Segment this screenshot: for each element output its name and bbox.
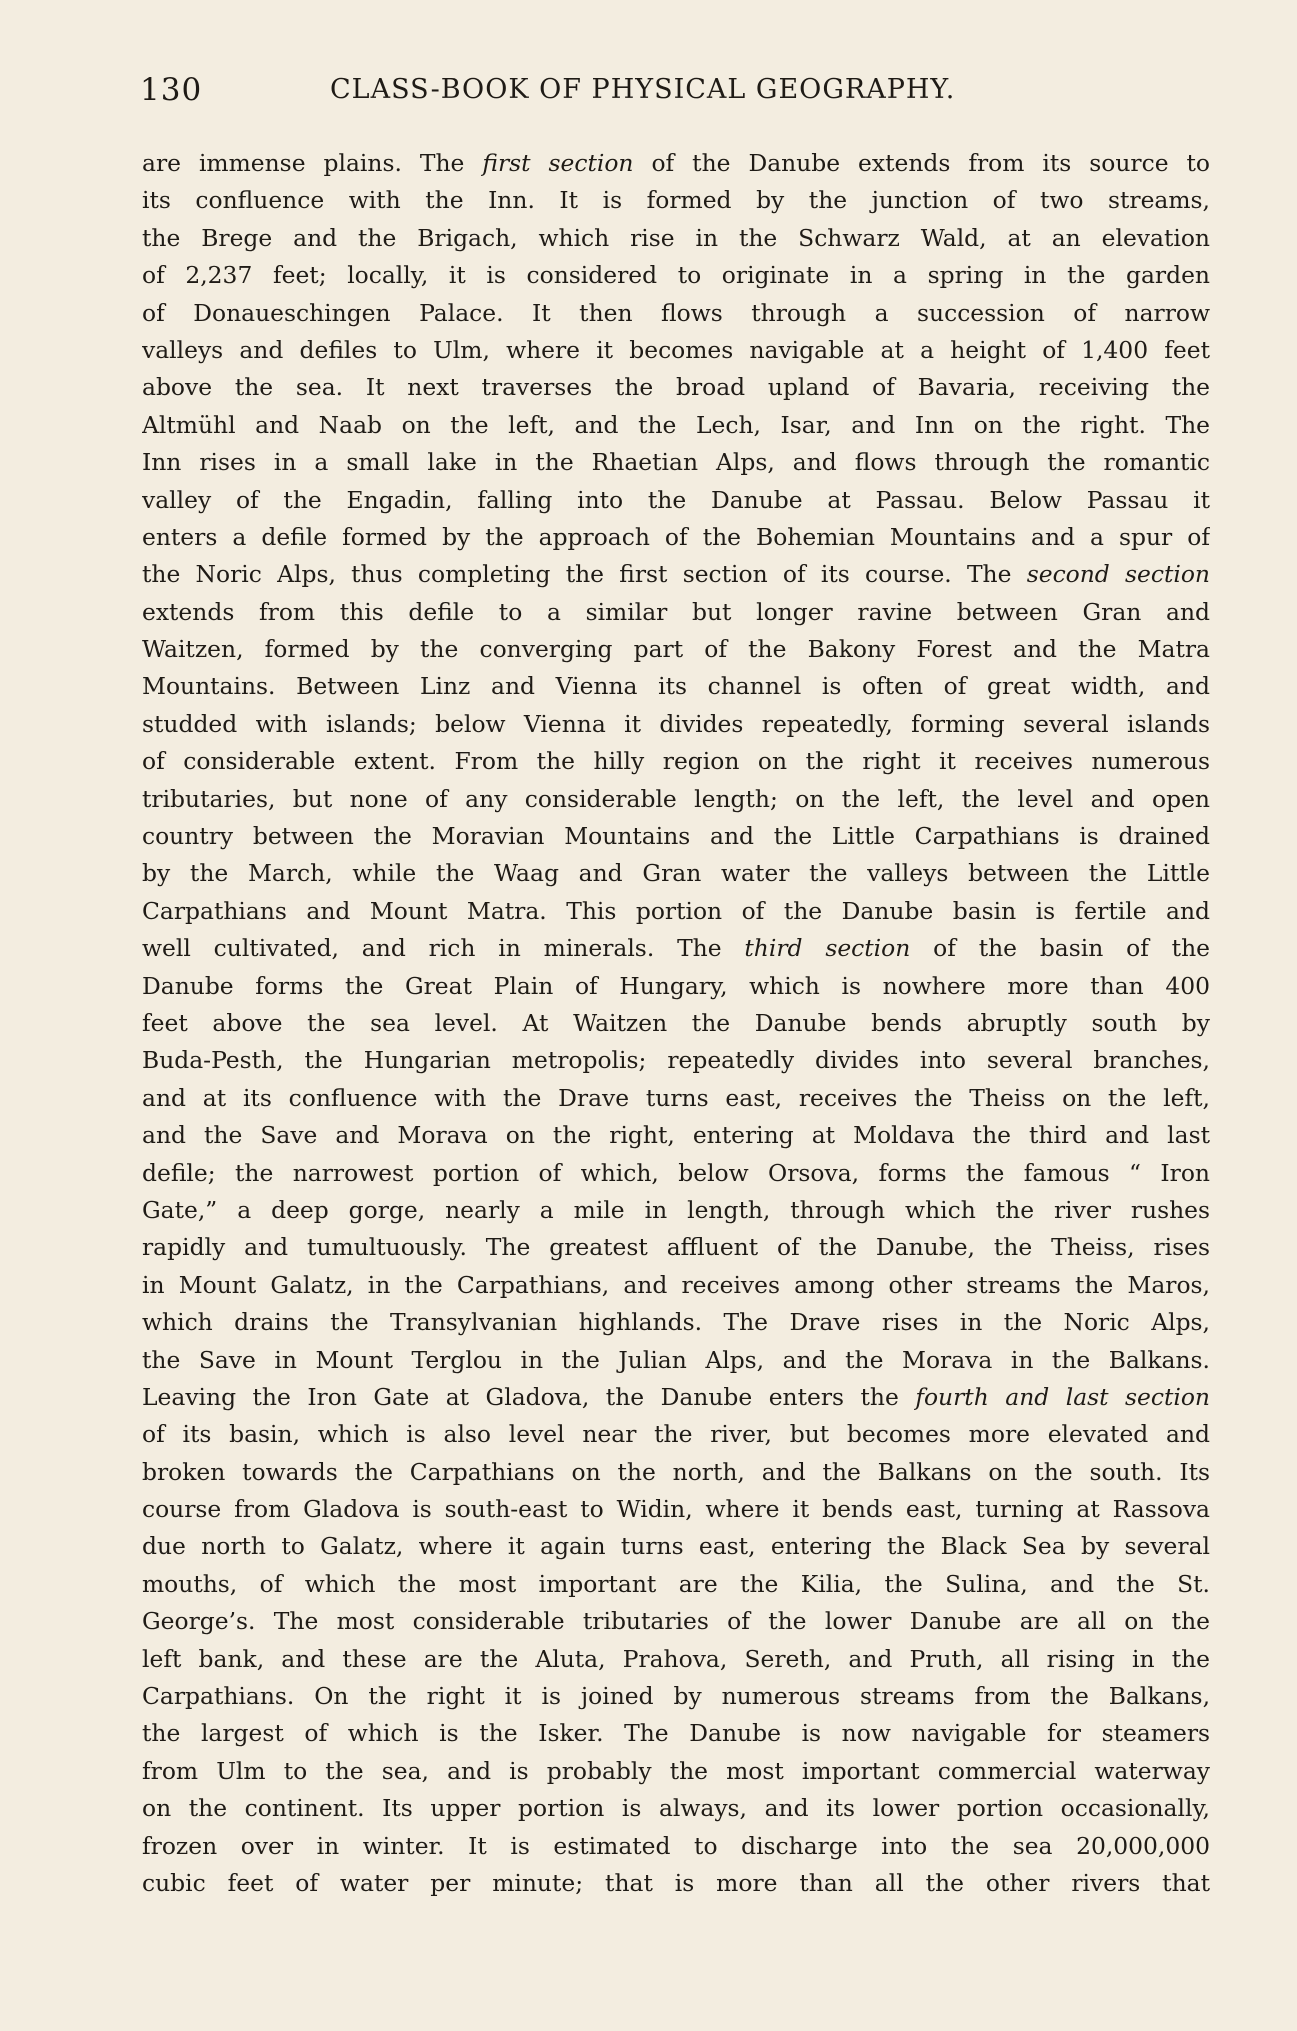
line-text-after: of the basin of the <box>910 934 1210 963</box>
text-line <box>142 1117 1210 1154</box>
text-line <box>142 1229 1210 1266</box>
text-line <box>142 482 1210 519</box>
text-line <box>142 1192 1210 1229</box>
line-text: well cultivated, and rich in minerals. The <box>142 934 745 963</box>
text-line <box>142 1155 1210 1192</box>
text-line <box>142 1267 1210 1304</box>
line-text: feet above the sea level. At Waitzen the Danube bends abruptly south by <box>142 1008 1210 1037</box>
italic-emphasis: third section <box>744 934 911 963</box>
body-text <box>142 145 1210 1902</box>
line-text: in Mount Galatz, in the Carpathians, and receives among other streams the Maros, <box>142 1270 1210 1299</box>
text-line <box>142 1454 1210 1491</box>
text-line <box>142 1080 1210 1117</box>
line-text: the largest of which is the Isker. The Danube is now navigable for steamers <box>142 1719 1210 1748</box>
line-text: the Save in Mount Terglou in the Julian Alps, and the Morava in the Balkans. <box>142 1345 1210 1374</box>
text-line <box>142 182 1210 219</box>
line-text: cubic feet of water per minute; that is more than all the other rivers that <box>142 1868 1210 1897</box>
line-text: broken towards the Carpathians on the north, and the Balkans on the south. Its <box>142 1457 1210 1486</box>
line-text: Mountains. Between Linz and Vienna its channel is often of great width, and <box>142 672 1210 701</box>
line-text: due north to Galatz, where it again turns east, entering the Black Sea by several <box>142 1532 1210 1561</box>
line-text: of considerable extent. From the hilly region on the right it receives numerous <box>142 747 1210 776</box>
line-text: Danube forms the Great Plain of Hungary, which is nowhere more than 400 <box>142 971 1210 1000</box>
line-text: Waitzen, formed by the converging part of the Bakony Forest and the Matra <box>142 635 1210 664</box>
line-text: country between the Moravian Mountains and the Little Carpathians is drained <box>142 822 1210 851</box>
line-text: Leaving the Iron Gate at Gladova, the Danube enters the <box>142 1382 916 1411</box>
line-text: valley of the Engadin, falling into the Danube at Passau. Below Passau it <box>142 485 1210 514</box>
line-text: mouths, of which the most important are the Kilia, the Sulina, and the St. <box>142 1569 1210 1598</box>
running-title: CLASS-BOOK OF PHYSICAL GEOGRAPHY. <box>330 74 956 105</box>
line-text: of 2,237 feet; locally, it is considered to originate in a spring in the garden <box>142 261 1210 290</box>
line-text: course from Gladova is south-east to Widin, where it bends east, turning at Rassova <box>142 1495 1210 1524</box>
line-text: of Donaueschingen Palace. It then flows through a succession of narrow <box>142 298 1210 327</box>
text-line <box>142 594 1210 631</box>
text-line <box>142 332 1210 369</box>
line-text: valleys and defiles to Ulm, where it becomes navigable at a height of 1,400 feet <box>142 335 1210 364</box>
text-line <box>142 968 1210 1005</box>
page-number: 130 <box>140 72 203 108</box>
text-line <box>142 1342 1210 1379</box>
line-text: which drains the Transylvanian highlands. The Drave rises in the Noric Alps, <box>142 1308 1210 1337</box>
line-text: extends from this defile to a similar but longer ravine between Gran and <box>142 597 1210 626</box>
text-line <box>142 407 1210 444</box>
line-text: its confluence with the Inn. It is formed by the junction of two streams, <box>142 186 1210 215</box>
italic-emphasis: second section <box>1026 560 1210 589</box>
line-text: and at its confluence with the Drave turns east, receives the Theiss on the left, <box>142 1083 1210 1112</box>
text-line <box>142 1865 1210 1902</box>
text-line <box>142 1304 1210 1341</box>
text-line <box>142 1715 1210 1752</box>
text-line <box>142 1042 1210 1079</box>
line-text: above the sea. It next traverses the broad upland of Bavaria, receiving the <box>142 373 1210 402</box>
text-line <box>142 1790 1210 1827</box>
text-line <box>142 1753 1210 1790</box>
text-line <box>142 706 1210 743</box>
italic-emphasis: first section <box>482 149 634 177</box>
text-line <box>142 1603 1210 1640</box>
line-text-after: of the Danube extends from its source to <box>633 149 1210 177</box>
text-line <box>142 1828 1210 1865</box>
text-line <box>142 1678 1210 1715</box>
text-line <box>142 893 1210 930</box>
text-line <box>142 930 1210 967</box>
text-line <box>142 1528 1210 1565</box>
text-line <box>142 631 1210 668</box>
line-text: defile; the narrowest portion of which, below Orsova, forms the famous “ Iron <box>142 1158 1210 1187</box>
line-text: by the March, while the Waag and Gran water the valleys between the Little <box>142 859 1210 888</box>
line-text: from Ulm to the sea, and is probably the most important commercial waterway <box>142 1756 1210 1785</box>
line-text: left bank, and these are the Aluta, Prahova, Sereth, and Pruth, all rising in the <box>142 1644 1210 1673</box>
text-line <box>142 519 1210 556</box>
line-text: on the continent. Its upper portion is always, and its lower portion occasionally, <box>142 1794 1210 1823</box>
text-line <box>142 1379 1210 1416</box>
line-text: the Noric Alps, thus completing the first section of its course. The <box>142 560 1027 589</box>
line-text: are immense plains. The <box>142 149 483 177</box>
line-text: frozen over in winter. It is estimated to discharge into the sea 20,000,000 <box>142 1831 1210 1860</box>
text-line <box>142 818 1210 855</box>
line-text: Altmühl and Naab on the left, and the Lech, Isar, and Inn on the right. The <box>142 410 1210 439</box>
page-header <box>140 70 1210 110</box>
line-text: George’s. The most considerable tributaries of the lower Danube are all on the <box>142 1607 1210 1636</box>
line-text: studded with islands; below Vienna it divides repeatedly, forming several islands <box>142 709 1210 738</box>
text-line <box>142 556 1210 593</box>
text-line <box>142 1005 1210 1042</box>
text-line <box>142 668 1210 705</box>
line-text: Carpathians. On the right it is joined by numerous streams from the Balkans, <box>142 1682 1210 1711</box>
line-text: Inn rises in a small lake in the Rhaetian Alps, and flows through the romantic <box>142 448 1210 477</box>
text-line <box>142 295 1210 332</box>
line-text: Gate,” a deep gorge, nearly a mile in length, through which the river rushes <box>142 1195 1210 1224</box>
line-text: and the Save and Morava on the right, entering at Moldava the third and last <box>142 1121 1210 1150</box>
line-text: Carpathians and Mount Matra. This portion of the Danube basin is fertile and <box>142 896 1210 925</box>
text-line <box>142 220 1210 257</box>
text-line <box>142 1416 1210 1453</box>
text-line <box>142 369 1210 406</box>
text-line <box>142 1566 1210 1603</box>
text-line <box>142 257 1210 294</box>
text-line <box>142 145 1210 182</box>
text-line <box>142 444 1210 481</box>
text-line <box>142 743 1210 780</box>
italic-emphasis: fourth and last section <box>915 1382 1210 1411</box>
line-text: of its basin, which is also level near the river, but becomes more elevated and <box>142 1420 1210 1449</box>
text-line <box>142 855 1210 892</box>
line-text: enters a defile formed by the approach of the Bohemian Mountains and a spur of <box>142 522 1210 551</box>
line-text: tributaries, but none of any considerable length; on the left, the level and open <box>142 784 1210 813</box>
line-text: the Brege and the Brigach, which rise in the Schwarz Wald, at an elevation <box>142 223 1210 252</box>
text-line <box>142 781 1210 818</box>
text-line <box>142 1491 1210 1528</box>
line-text: Buda-Pesth, the Hungarian metropolis; repeatedly divides into several branches, <box>142 1046 1210 1075</box>
line-text: rapidly and tumultuously. The greatest affluent of the Danube, the Theiss, rises <box>142 1233 1210 1262</box>
text-line <box>142 1641 1210 1678</box>
